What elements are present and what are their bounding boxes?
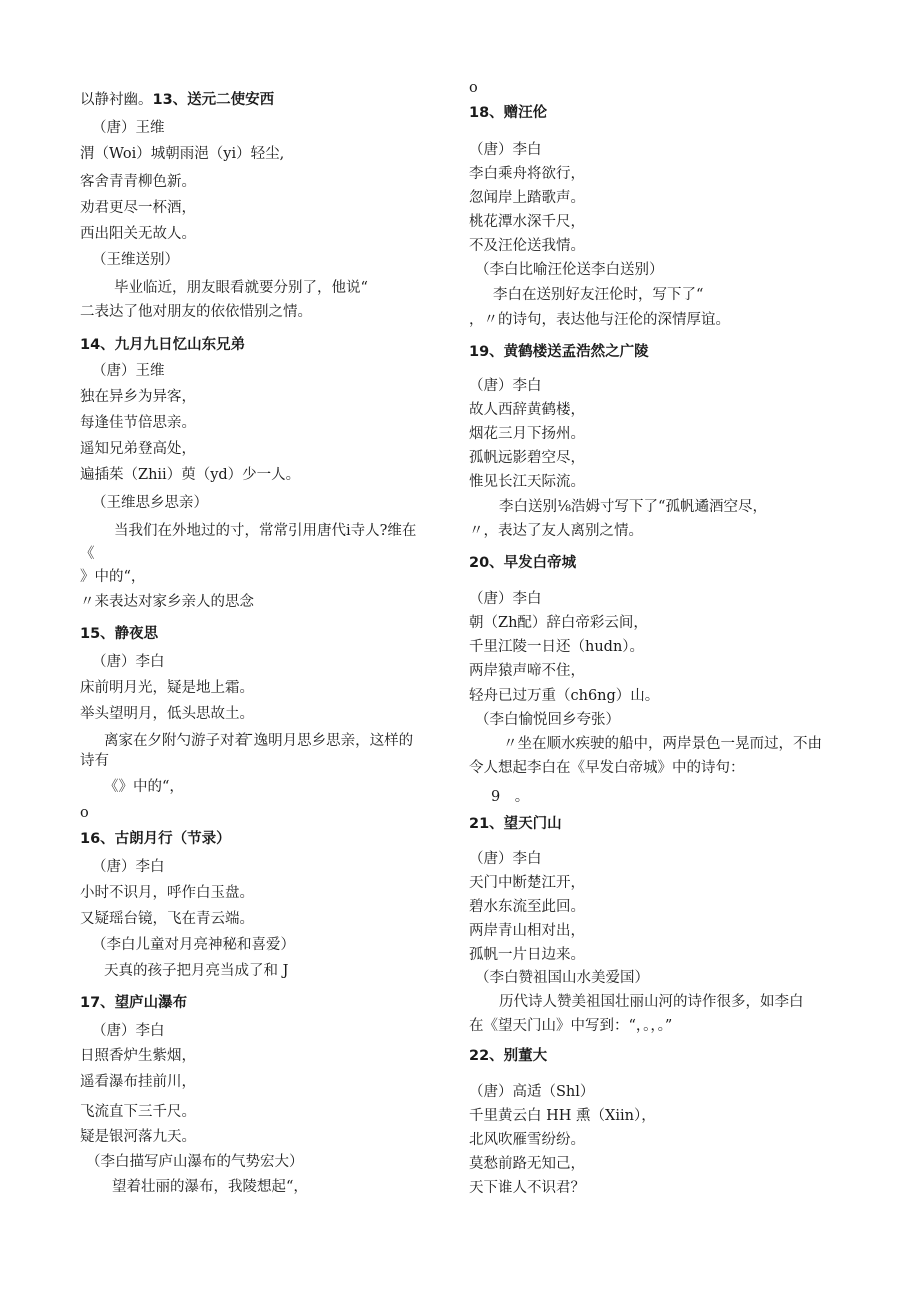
- text-line: 桃花潭水深千尺，: [469, 214, 585, 230]
- text-line: 床前明月光，疑是地上霜。: [80, 680, 254, 696]
- text-line: 天真的孩子把月亮当成了和 J: [104, 963, 289, 979]
- text-line: 毕业临近，朋友眼看就要分别了，他说“: [114, 280, 368, 296]
- poem-heading: 21、望天门山: [469, 816, 562, 832]
- text-line: （唐）李白: [469, 378, 542, 394]
- text-line: 《》中的“，: [104, 779, 184, 795]
- text-line: 每逢佳节倍思亲。: [80, 415, 196, 431]
- text-line: （王维送别）: [92, 252, 179, 268]
- text-line: 〃坐在顺水疾驶的船中，两岸景色一晃而过，不由: [503, 736, 822, 752]
- text-line: （唐）王维: [92, 363, 165, 379]
- text-line: 千里江陵一日还（hudn）。: [469, 639, 645, 655]
- text-line: 遥看瀑布挂前川，: [80, 1074, 196, 1090]
- text-line: 令人想起李白在《早发白帝城》中的诗句：: [469, 760, 745, 776]
- text-line: （李白比喻汪伦送李白送别）: [475, 262, 664, 278]
- text-line: 诗有: [80, 753, 109, 769]
- text-line: 以静衬幽。: [80, 92, 153, 108]
- text-line: 不及汪伦送我情。: [469, 238, 585, 254]
- text-line: 李白在送别好友汪伦时，写下了“: [493, 287, 704, 303]
- text-line: 朝（Zh配）辞白帝彩云间，: [469, 615, 648, 631]
- text-line: 劝君更尽一杯酒，: [80, 200, 196, 216]
- text-line: 离家在夕附勺游子对着 ̄逸明月思乡思亲，这样的: [104, 733, 414, 749]
- text-line: （唐）李白: [92, 654, 165, 670]
- poem-heading: 19、黄鹤楼送孟浩然之广陵: [469, 344, 649, 360]
- text-line: 飞流直下三千尺。: [80, 1104, 196, 1120]
- text-line: 在《望天门山》中写到：“，。，。”: [469, 1018, 673, 1034]
- poem-heading: 22、别董大: [469, 1048, 548, 1064]
- poem-heading: 15、静夜思: [80, 626, 159, 642]
- text-line: 李白送别⅛浩姆寸写下了“孤帆遹酒空尽，: [499, 499, 767, 515]
- text-line: 两岸青山相对出，: [469, 923, 585, 939]
- text-line: ，〃的诗句，表达他与汪伦的深情厚谊。: [469, 312, 730, 328]
- text-line: 遥知兄弟登高处，: [80, 441, 196, 457]
- text-line: 〃，表达了友人离别之情。: [469, 523, 643, 539]
- poem-heading: 16、古朗月行（节录）: [80, 831, 231, 847]
- text-line: （唐）李白: [92, 859, 165, 875]
- poem-heading: 20、早发白帝城: [469, 555, 577, 571]
- text-line: 忽闻岸上踏歌声。: [469, 190, 585, 206]
- text-line: 西出阳关无故人。: [80, 226, 196, 242]
- text-line: 日照香炉生紫烟，: [80, 1048, 196, 1064]
- text-line: 独在异乡为异客，: [80, 389, 196, 405]
- text-line: o: [80, 805, 89, 821]
- text-line: （唐）李白: [469, 851, 542, 867]
- text-line: 天下谁人不识君？: [469, 1180, 585, 1196]
- text-line: 二表达了他对朋友的依依惜别之情。: [80, 304, 312, 320]
- text-line: （唐）李白: [469, 142, 542, 158]
- text-line: （唐）王维: [92, 120, 165, 136]
- text-line: 《: [80, 546, 95, 562]
- text-line: 李白乘舟将欲行，: [469, 166, 585, 182]
- poem-heading: 14、九月九日忆山东兄弟: [80, 337, 246, 353]
- text-line: 惟见长江天际流。: [469, 474, 585, 490]
- text-line: 千里黄云白 HH 熏（Xiin），: [469, 1108, 656, 1124]
- text-line: 孤帆远影碧空尽，: [469, 450, 585, 466]
- text-line: 9 。: [491, 789, 530, 805]
- text-line: 莫愁前路无知己，: [469, 1156, 585, 1172]
- text-line: （李白赞祖国山水美爱国）: [475, 970, 649, 986]
- text-line: （唐）李白: [469, 591, 542, 607]
- text-line: 历代诗人赞美祖国壮丽山河的诗作很多，如李白: [499, 994, 804, 1010]
- text-line: （唐）李白: [92, 1023, 165, 1039]
- text-line: 碧水东流至此回。: [469, 899, 585, 915]
- text-line: 举头望明月，低头思故土。: [80, 706, 254, 722]
- text-line: 〃来表达对家乡亲人的思念: [80, 594, 254, 610]
- text-line: 小时不识月，呼作白玉盘。: [80, 885, 254, 901]
- poem-heading: 18、赠汪伦: [469, 105, 548, 121]
- text-line: （唐）高适（Shl）: [469, 1084, 595, 1100]
- text-line: 客舍青青柳色新。: [80, 174, 196, 190]
- text-line: 北风吹雁雪纷纷。: [469, 1132, 585, 1148]
- text-line: 孤帆一片日边来。: [469, 947, 585, 963]
- poem-heading: 17、望庐山瀑布: [80, 995, 188, 1011]
- text-line-with-heading: [80, 90, 274, 110]
- text-line: 当我们在外地过的寸，常常引用唐代i寺人?维在: [114, 523, 417, 539]
- text-line: （李白描写庐山瀑布的气势宏大）: [86, 1154, 304, 1170]
- text-line: （李白儿童对月亮神秘和喜爱）: [92, 937, 295, 953]
- text-line: o: [469, 80, 478, 96]
- text-line: 渭（Woi）城朝雨浥（yi）轻尘,: [80, 146, 285, 162]
- text-line: 疑是银河落九天。: [80, 1129, 196, 1145]
- text-line: 望着壮丽的瀑布，我陵想起“，: [112, 1179, 308, 1195]
- text-line: 又疑瑶台镜，飞在青云端。: [80, 911, 254, 927]
- text-line: 遍插茱（Zhii）萸（yd）少一人。: [80, 467, 301, 483]
- text-line: （李白愉悦回乡夸张）: [475, 712, 620, 728]
- text-line: 故人西辞黄鹤楼，: [469, 402, 585, 418]
- poem-heading: 13、送元二使安西: [152, 92, 275, 108]
- text-line: 两岸猿声啼不住，: [469, 663, 585, 679]
- text-line: 轻舟已过万重（ch6ng）山。: [469, 688, 660, 704]
- text-line: （王维思乡思亲）: [92, 495, 208, 511]
- text-line: 》中的“，: [80, 569, 146, 585]
- text-line: 天门中断楚江开，: [469, 875, 585, 891]
- text-line: 烟花三月下扬州。: [469, 426, 585, 442]
